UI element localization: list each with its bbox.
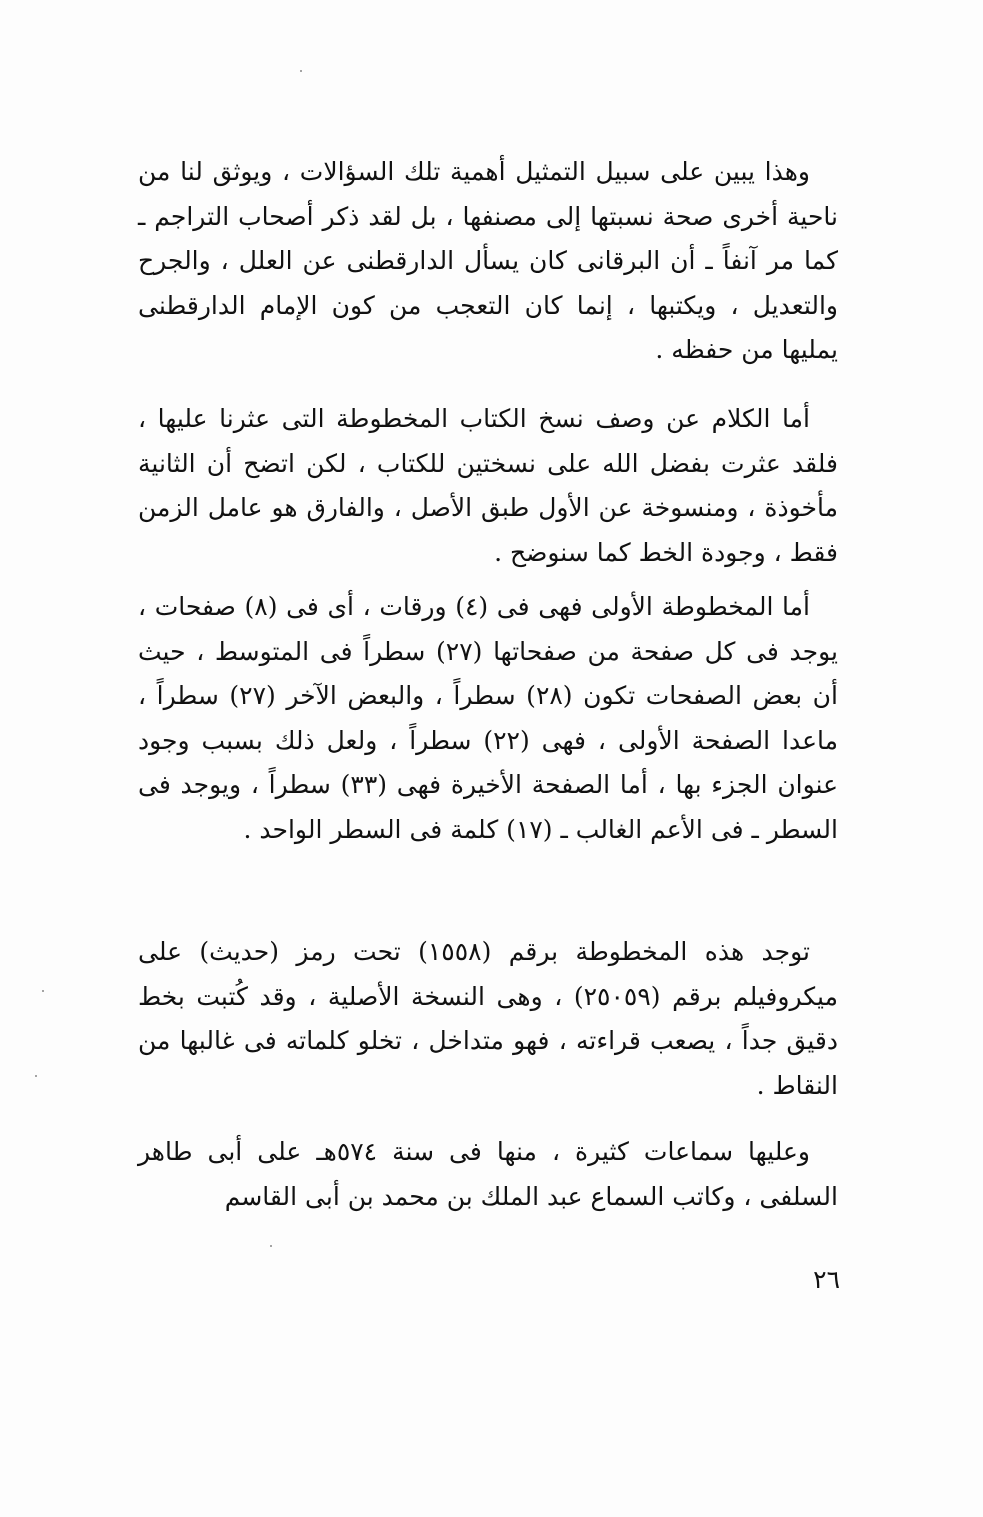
paragraph-5 xyxy=(138,1130,838,1219)
paragraph-1 xyxy=(138,150,838,373)
paragraph-2 xyxy=(138,397,838,575)
scan-speck xyxy=(300,70,302,72)
paragraph-text: توجد هذه المخطوطة برقم (١٥٥٨) تحت رمز (حديث) على ميكروفيلم برقم (٢٥٠٥٩) ، وهى النسخة الأصلية ، وقد كُتبت بخط دقيق جداً ، يصعب قراءته ، فهو متداخل ، تخلو كلماته فى غالبها من النقاط . xyxy=(138,937,838,1100)
paragraph-text: أما الكلام عن وصف نسخ الكتاب المخطوطة التى عثرنا عليها ، فلقد عثرت بفضل الله على نسختين للكتاب ، لكن اتضح أن الثانية مأخوذة ، ومنسوخة عن الأول طبق الأصل ، والفارق هو عامل الزمن فقط ، وجودة الخط كما سنوضح . xyxy=(138,404,838,567)
scan-speck xyxy=(35,1075,37,1077)
page-number: ٢٦ xyxy=(813,1265,840,1294)
paragraph-4 xyxy=(138,930,838,1108)
paragraph-text: أما المخطوطة الأولى فهى فى (٤) ورقات ، أى فى (٨) صفحات ، يوجد فى كل صفحة من صفحاتها (٢٧) سطراً فى المتوسط ، حيث أن بعض الصفحات تكون (٢٨) سطراً ، والبعض الآخر (٢٧) سطراً ، ماعدا الصفحة الأولى ، فهى (٢٢) سطراً ، ولعل ذلك بسبب وجود عنوان الجزء بها ، أما الصفحة الأخيرة فهى (٣٣) سطراً ، ويوجد فى السطر ـ فى الأعم الغالب ـ (١٧) كلمة فى السطر الواحد . xyxy=(138,592,838,844)
scan-speck xyxy=(42,990,44,992)
paragraph-3 xyxy=(138,585,838,852)
paragraph-text: وعليها سماعات كثيرة ، منها فى سنة ٥٧٤هـ على أبى طاهر السلفى ، وكاتب السماع عبد الملك بن محمد بن أبى القاسم xyxy=(138,1137,838,1211)
scan-speck xyxy=(270,1245,272,1247)
paragraph-text: وهذا يبين على سبيل التمثيل أهمية تلك السؤالات ، ويوثق لنا من ناحية أخرى صحة نسبتها إلى مصنفها ، بل لقد ذكر أصحاب التراجم ـ كما مر آنفاً ـ أن البرقانى كان يسأل الدارقطنى عن العلل ، والجرح والتعديل ، ويكتبها ، إنما كان التعجب من كون الإمام الدارقطنى يمليها من حفظه . xyxy=(138,157,838,364)
